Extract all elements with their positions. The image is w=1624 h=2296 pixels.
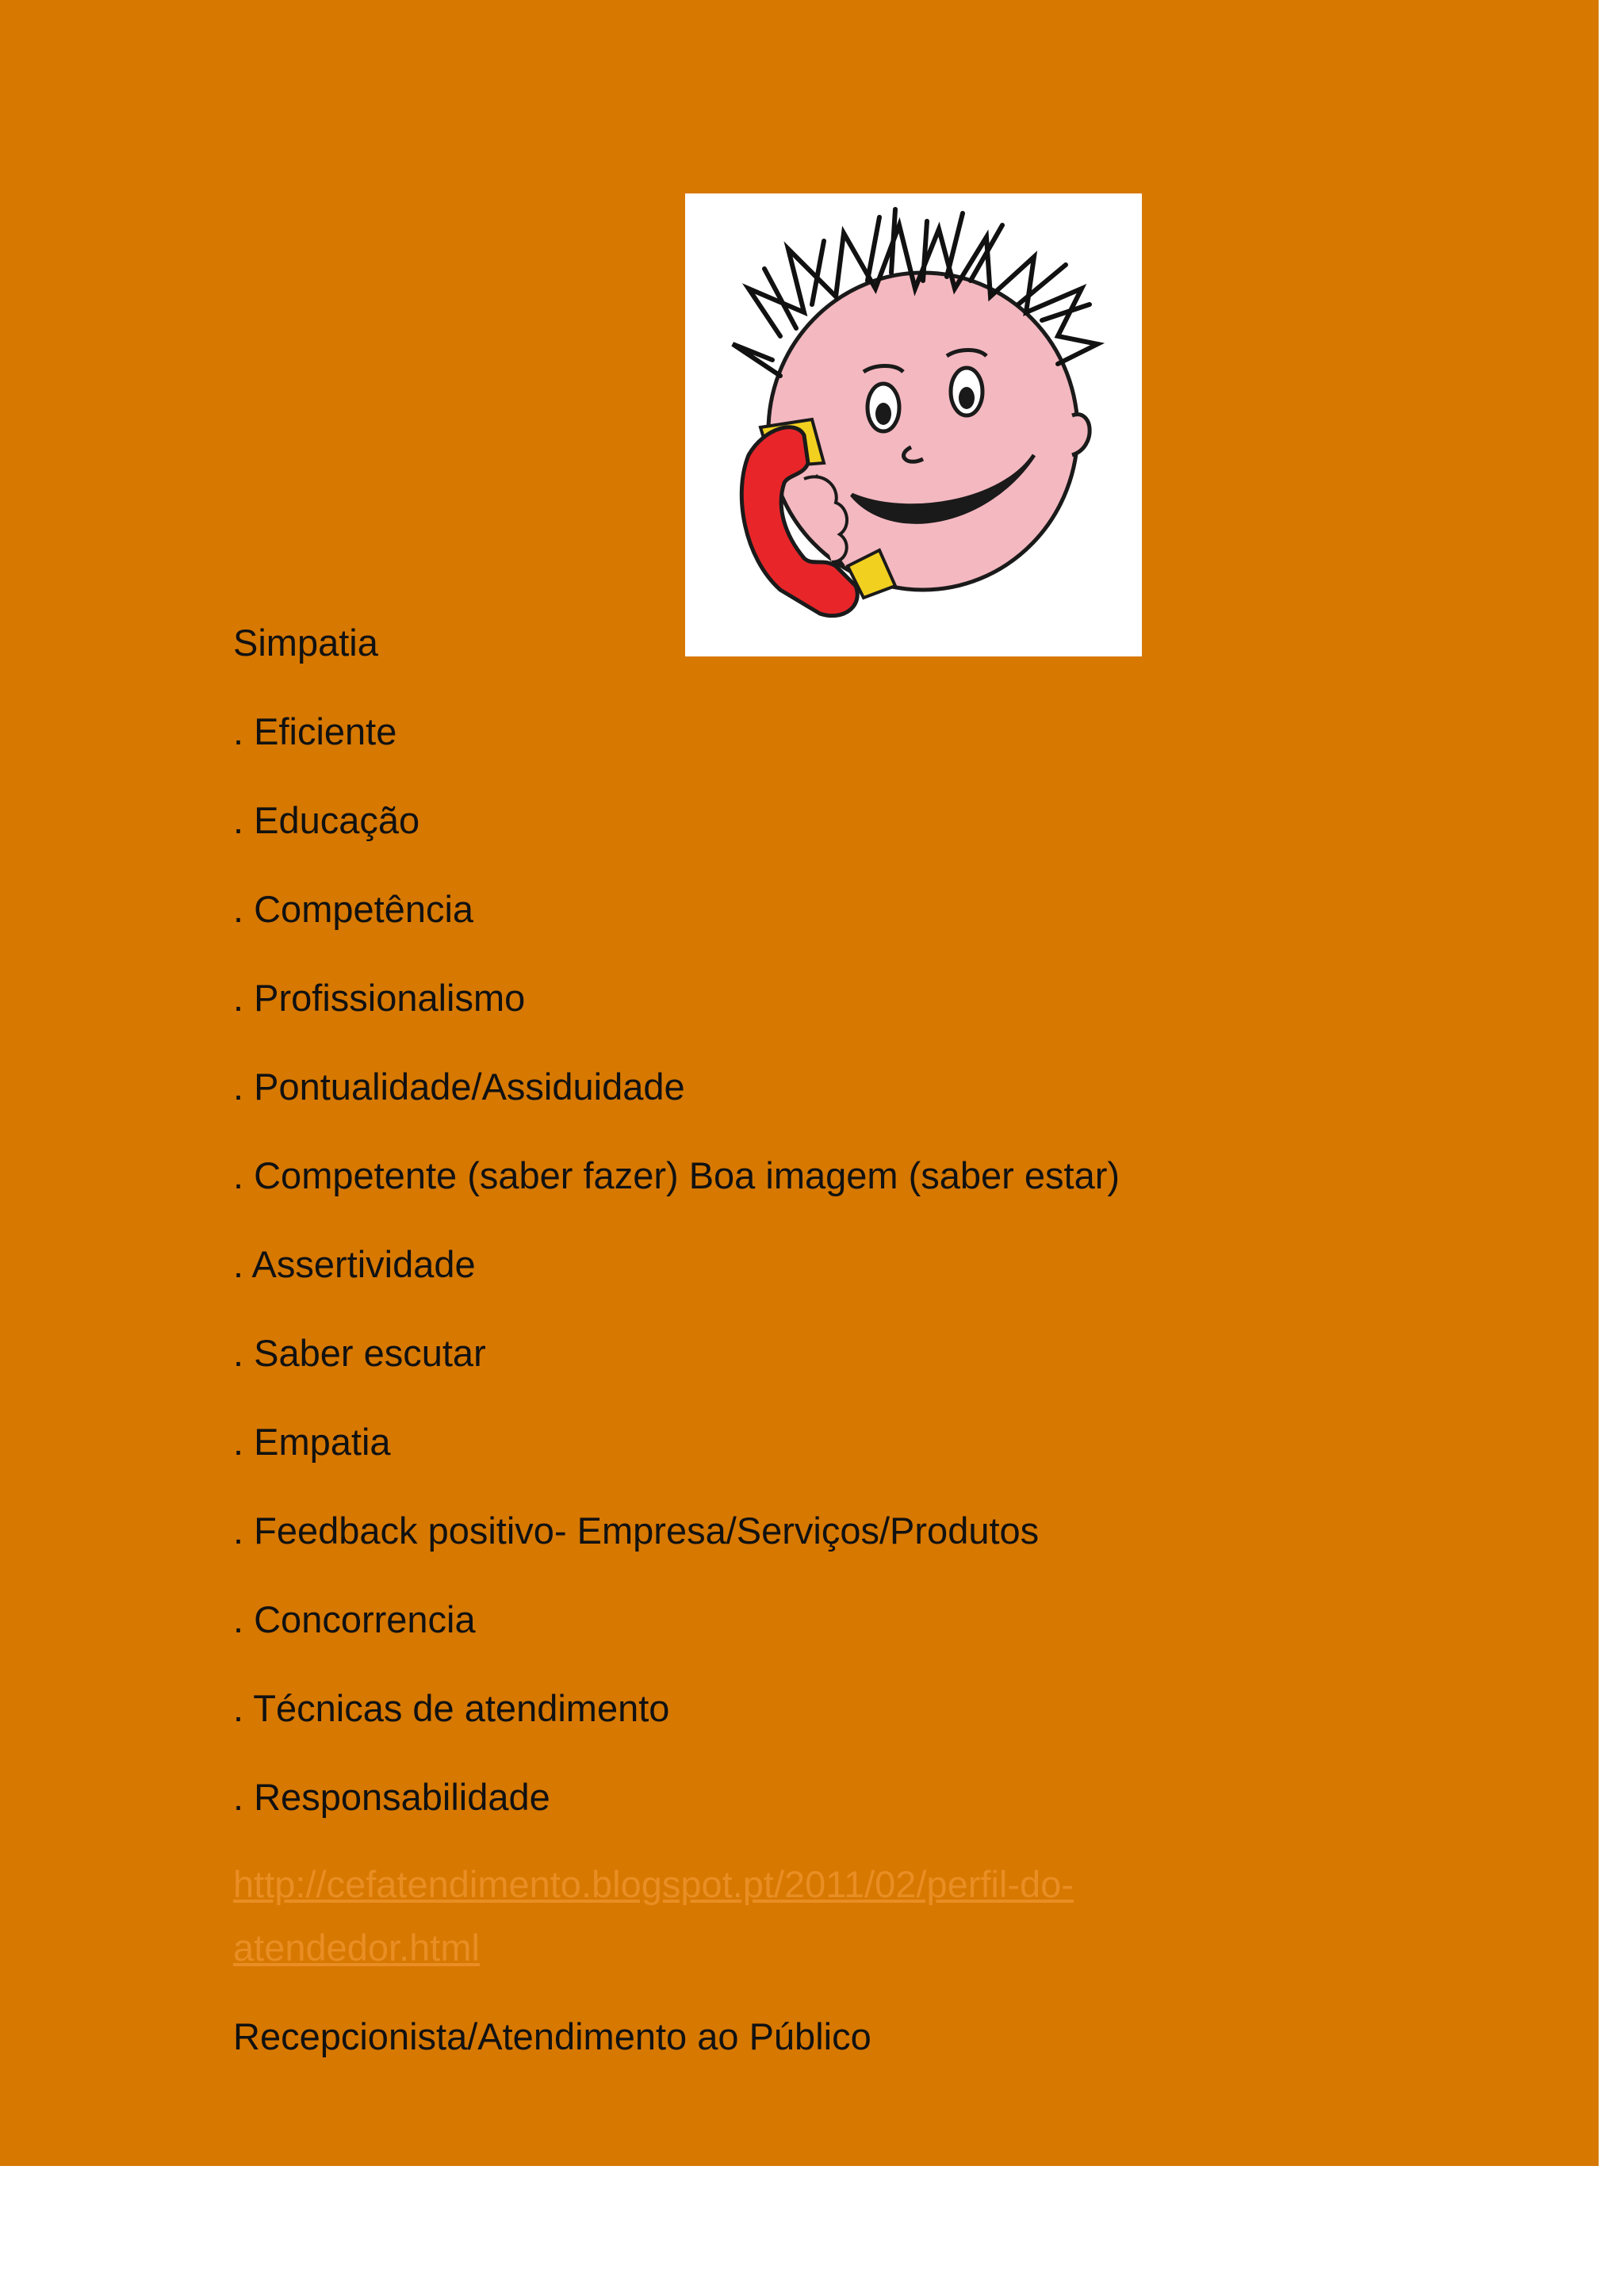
list-item: . Educação (233, 799, 420, 841)
source-link-line-2[interactable]: atendedor.html (233, 1927, 480, 1969)
list-item: . Concorrencia (233, 1598, 476, 1640)
cartoon-boy-on-phone-icon (685, 193, 1142, 656)
list-item: . Profissionalismo (233, 977, 526, 1019)
list-item: . Competência (233, 888, 474, 930)
list-item: . Responsabilidade (233, 1776, 550, 1818)
list-item: . Saber escutar (233, 1332, 486, 1374)
footer-caption: Recepcionista/Atendimento ao Público (233, 2015, 871, 2057)
title-simpatia: Simpatia (233, 622, 378, 664)
list-item: . Feedback positivo- Empresa/Serviços/Produtos (233, 1510, 1040, 1552)
source-link-line-1[interactable]: http://cefatendimento.blogspot.pt/2011/02/perfil-do- (233, 1863, 1074, 1905)
list-item: . Pontualidade/Assiduidade (233, 1066, 685, 1108)
list-item: . Eficiente (233, 710, 397, 752)
list-item: . Empatia (233, 1421, 391, 1463)
list-item: . Assertividade (233, 1243, 476, 1285)
list-item: . Técnicas de atendimento (233, 1687, 670, 1729)
list-item: . Competente (saber fazer) Boa imagem (saber estar) (233, 1154, 1120, 1196)
